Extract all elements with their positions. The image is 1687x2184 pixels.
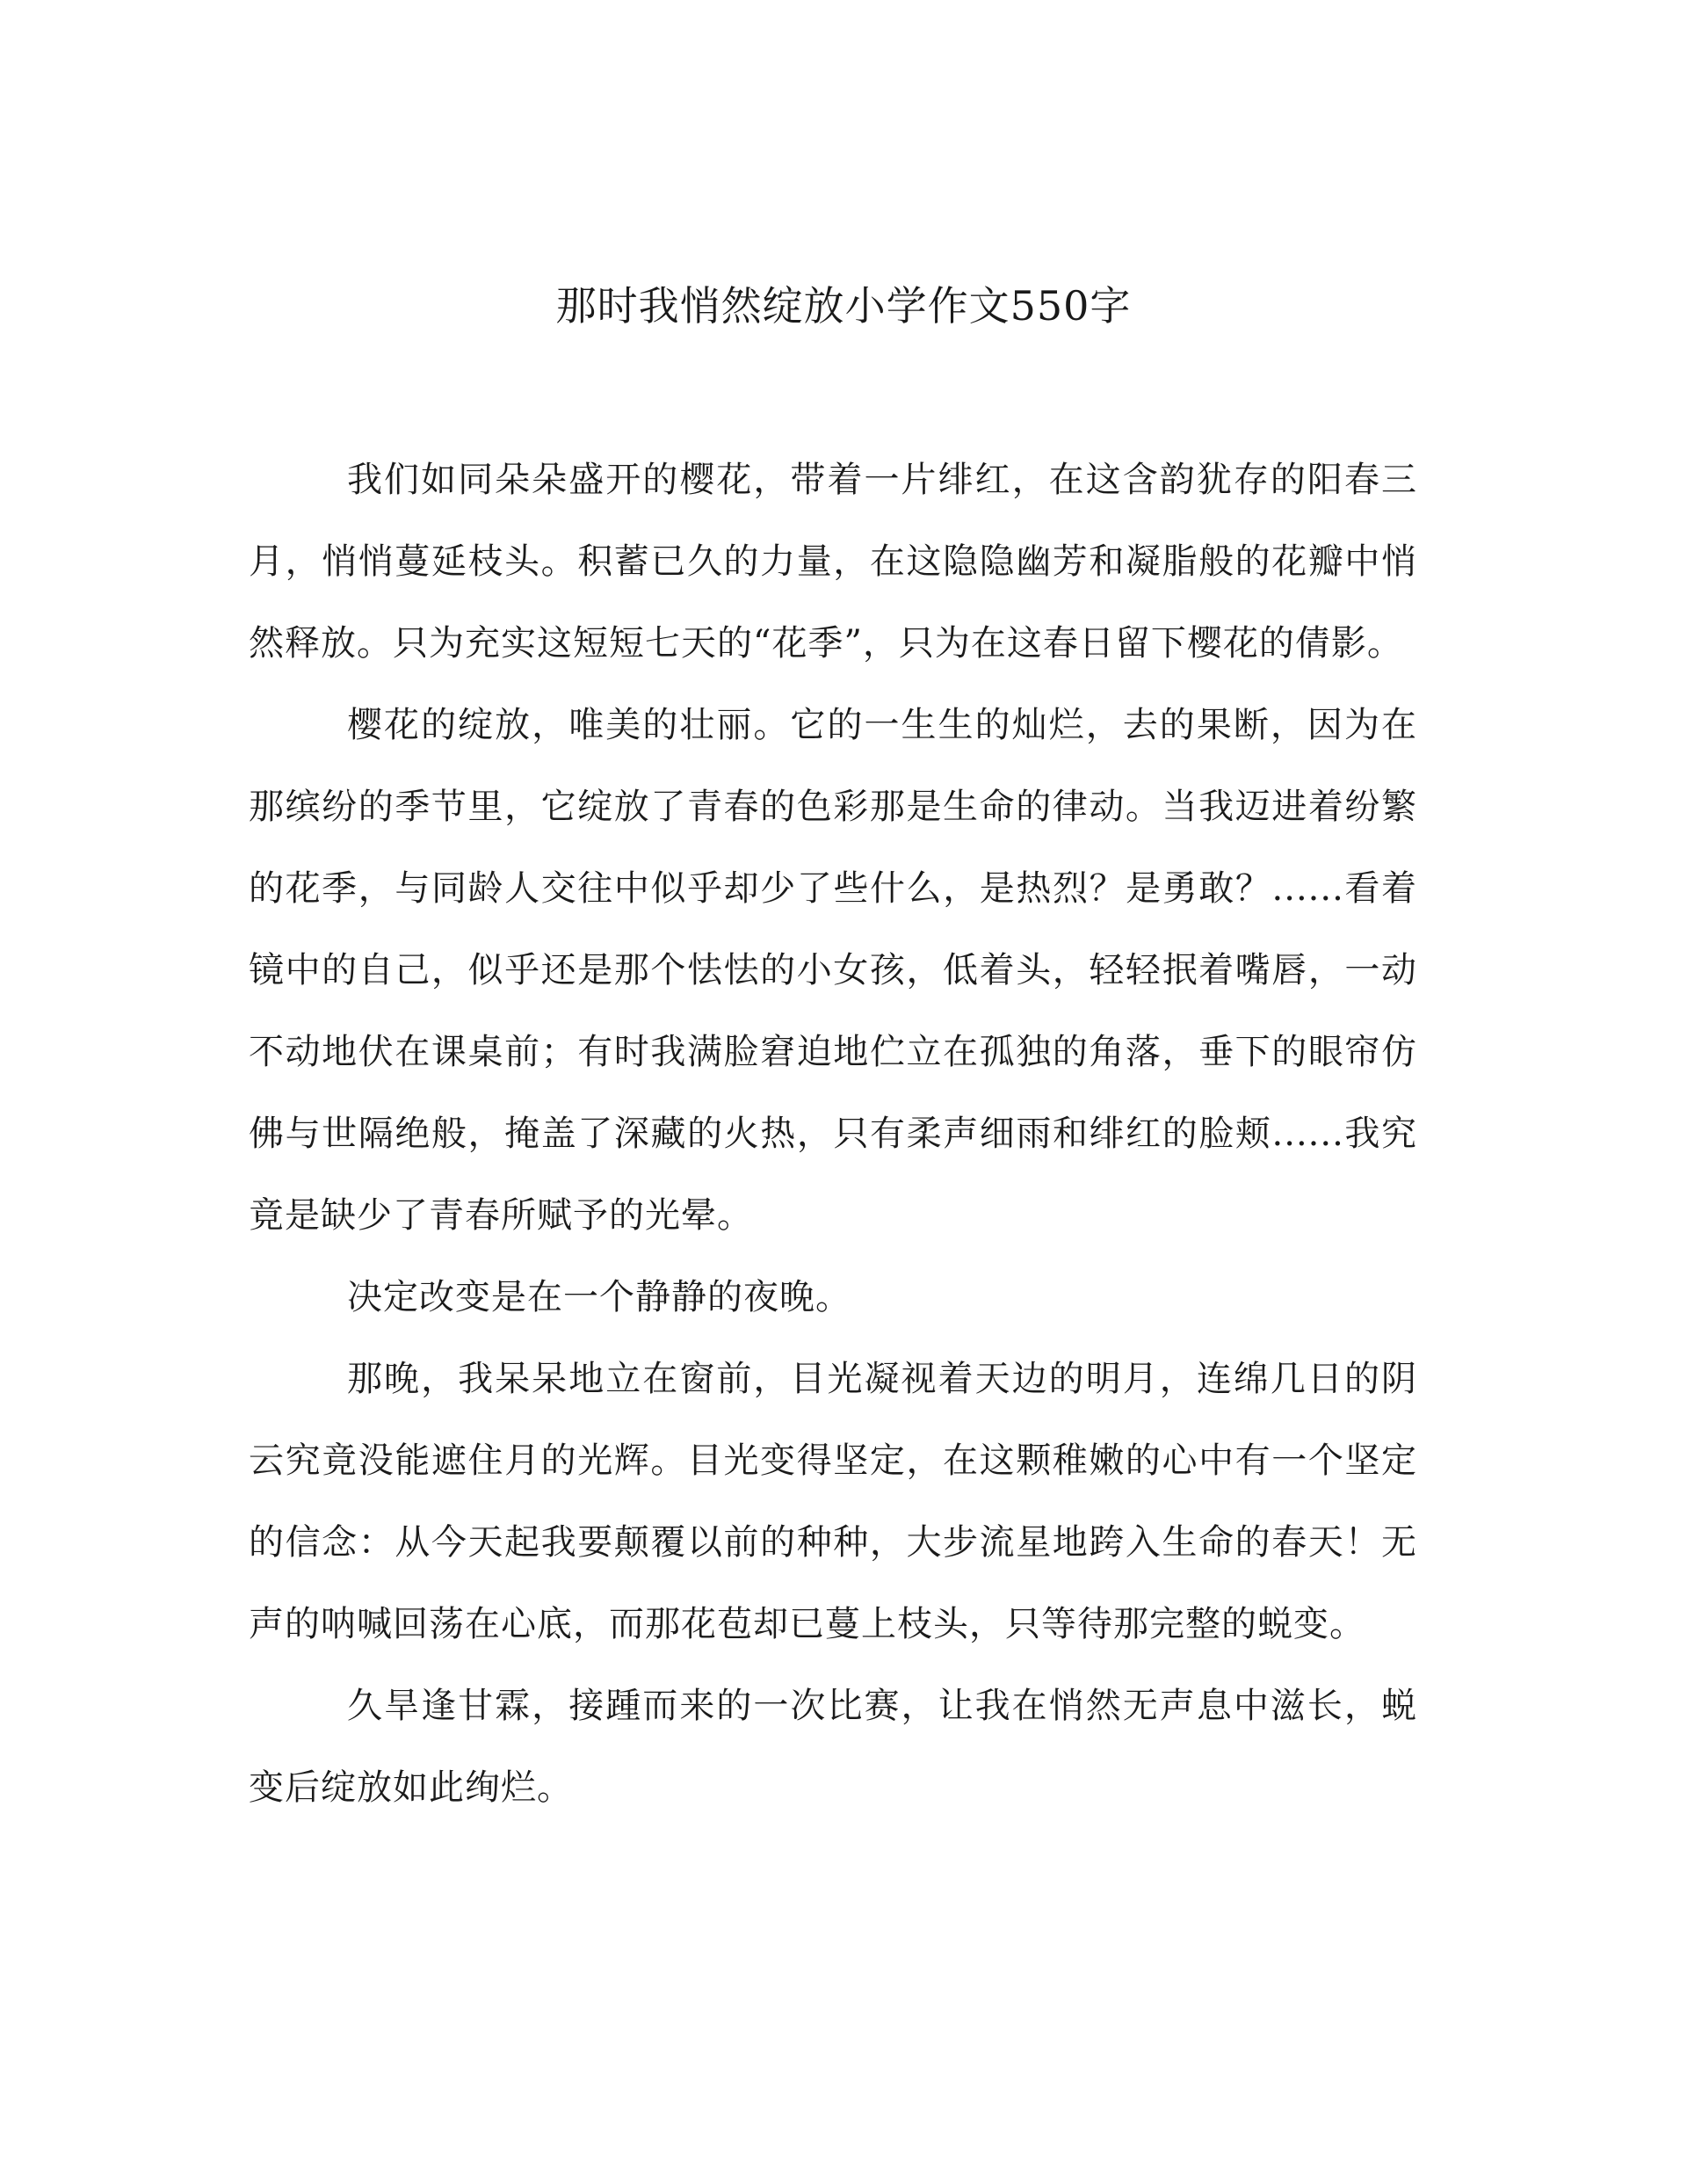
paragraph-1: 我们如同朵朵盛开的樱花，带着一片绯红，在这含韵犹存的阳春三月，悄悄蔓延枝头。积蓄已久的力量，在这隐隐幽芳和凝脂般的花瓣中悄然释放。只为充实这短短七天的“花季”，只为在这春日留下樱花的倩影。 (249, 460, 1417, 664)
paragraph-3: 决定改变是在一个静静的夜晚。 (347, 1277, 851, 1317)
paragraph-5: 久旱逢甘霖，接踵而来的一次比赛，让我在悄然无声息中滋长，蜕变后绽放如此绚烂。 (249, 1686, 1417, 1808)
document-body (249, 439, 1417, 1829)
paragraph-2: 樱花的绽放，唯美的壮丽。它的一生生的灿烂，去的果断，因为在那缤纷的季节里，它绽放了青春的色彩那是生命的律动。当我迈进着纷繁的花季，与同龄人交往中似乎却少了些什么，是热烈？是勇敢？......看着镜中的自己，似乎还是那个怯怯的小女孩，低着头，轻轻抿着嘴唇，一动不动地伏在课桌前；有时我满脸窘迫地伫立在孤独的角落，垂下的眼帘仿佛与世隔绝般，掩盖了深藏的火热，只有柔声细雨和绯红的脸颊......我究竟是缺少了青春所赋予的光晕。 (249, 705, 1417, 1236)
document-title: 那时我悄然绽放小学作文550字 (555, 282, 1132, 330)
paragraph-4: 那晚，我呆呆地立在窗前，目光凝视着天边的明月，连绵几日的阴云究竟没能遮住月的光辉。目光变得坚定，在这颗稚嫩的心中有一个坚定的信念：从今天起我要颠覆以前的种种，大步流星地跨入生命的春天！无声的呐喊回荡在心底，而那花苞却已蔓上枝头，只等待那完整的蜕变。 (249, 1359, 1417, 1644)
